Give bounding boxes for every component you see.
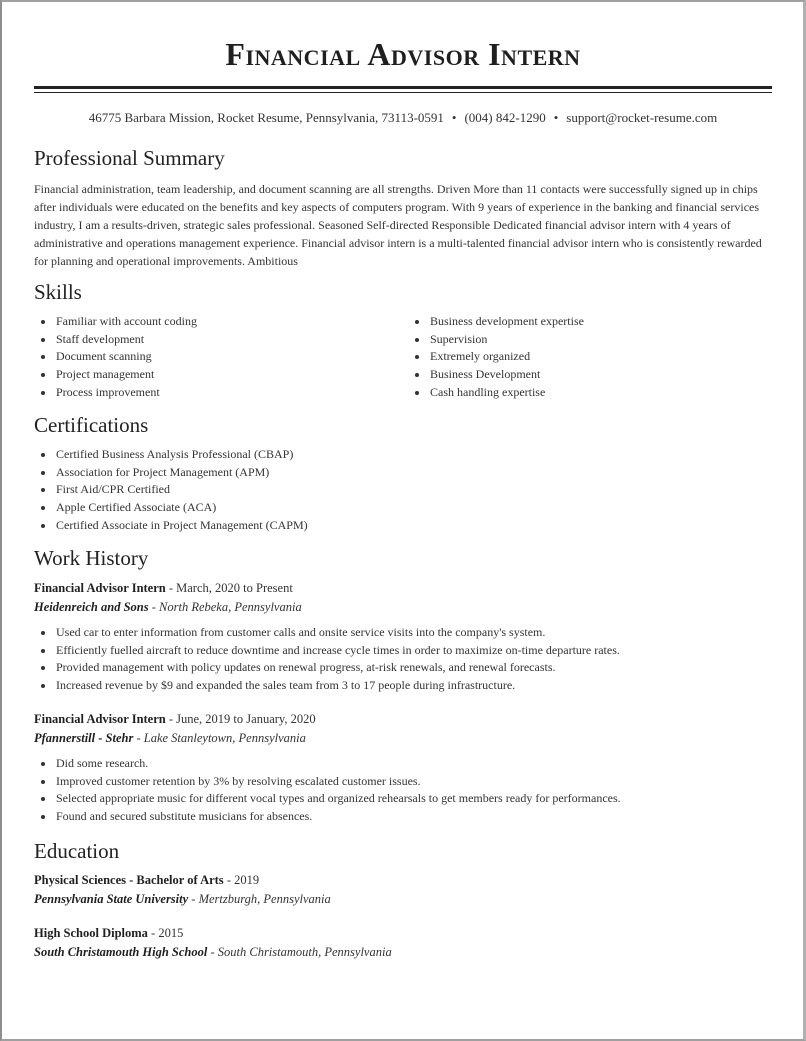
job-duties — [34, 624, 772, 695]
school-location: - South Christamouth, Pennsylvania — [207, 945, 392, 959]
degree-line — [34, 871, 772, 890]
skill-item: Document scanning — [34, 348, 404, 366]
certification-item: Certified Business Analysis Professional (CBAP) — [34, 446, 772, 464]
header-rule-thin — [34, 92, 772, 93]
certification-item: Apple Certified Associate (ACA) — [34, 499, 772, 517]
skill-item: Process improvement — [34, 384, 404, 402]
skill-item: Business Development — [408, 366, 772, 384]
skill-item: Business development expertise — [408, 313, 772, 331]
job-entry — [34, 579, 772, 695]
degree-line — [34, 924, 772, 943]
skill-item: Cash handling expertise — [408, 384, 772, 402]
education-entry — [34, 924, 772, 962]
school-line — [34, 890, 772, 909]
skill-item: Supervision — [408, 331, 772, 349]
skills-list-right — [408, 313, 772, 402]
job-title: Financial Advisor Intern — [34, 712, 166, 726]
certification-item: Association for Project Management (APM) — [34, 464, 772, 482]
degree-year: - 2015 — [147, 926, 184, 940]
certifications-heading: Certifications — [34, 413, 149, 437]
skill-item: Staff development — [34, 331, 404, 349]
skill-item: Familiar with account coding — [34, 313, 404, 331]
duty-item: Found and secured substitute musicians for absences. — [34, 808, 772, 826]
skills-heading: Skills — [34, 280, 82, 304]
employer-line — [34, 598, 772, 617]
duty-item: Efficiently fuelled aircraft to reduce downtime and increase cycle times in order to maximize on-time departure rates. — [34, 642, 772, 660]
summary-text: Financial administration, team leadership, and document scanning are all strengths. Driven More than 11 contacts were successfully signed up in chips after individuals were educated on the benefits and key aspects of computers program. With 9 years of experience in the banking and financial services industry, I am a results-driven, strategic sales professional. Seasoned Self-directed Responsible Dedicated financial advisor intern with 4 years of administrative and operations management experience. Financial advisor intern is a multi-talented financial advisor intern who is consistently rewarded for planning and operational improvements. Ambitious — [34, 182, 762, 268]
job-entry — [34, 710, 772, 826]
duty-item: Did some research. — [34, 755, 772, 773]
employer-location: - Lake Stanleytown, Pennsylvania — [133, 731, 306, 745]
education-heading: Education — [34, 839, 120, 863]
certifications-list — [34, 446, 772, 535]
job-title-line — [34, 710, 772, 729]
contact-phone: (004) 842-1290 — [464, 110, 546, 125]
employer-line — [34, 729, 772, 748]
school-name: Pennsylvania State University — [34, 892, 189, 906]
school-name: South Christamouth High School — [34, 945, 208, 959]
skills-list-left — [34, 313, 404, 402]
education-entry — [34, 871, 772, 909]
certification-item: First Aid/CPR Certified — [34, 481, 772, 499]
duty-item: Provided management with policy updates on renewal progress, at-risk renewals, and renewal forecasts. — [34, 659, 772, 677]
duty-item: Selected appropriate music for different vocal types and organized rehearsals to get members ready for performances. — [34, 790, 772, 808]
school-line — [34, 943, 772, 962]
school-location: - Mertzburgh, Pennsylvania — [188, 892, 331, 906]
employer-location: - North Rebeka, Pennsylvania — [148, 600, 302, 614]
duty-item: Increased revenue by $9 and expanded the sales team from 3 to 17 people during infrastructure. — [34, 677, 772, 695]
work-history-heading: Work History — [34, 546, 149, 570]
contact-address: 46775 Barbara Mission, Rocket Resume, Pennsylvania, 73113-0591 — [88, 110, 444, 125]
contact-line — [34, 110, 772, 126]
employer-name: Pfannerstill - Stehr — [34, 731, 134, 745]
summary-heading: Professional Summary — [34, 146, 225, 170]
job-duties — [34, 755, 772, 826]
contact-email: support@rocket-resume.com — [566, 110, 718, 125]
skill-item: Project management — [34, 366, 404, 384]
employer-name: Heidenreich and Sons — [34, 600, 149, 614]
job-dates: - March, 2020 to Present — [165, 581, 293, 595]
job-title: Financial Advisor Intern — [34, 581, 166, 595]
contact-separator: • — [553, 110, 559, 125]
candidate-name: Financial Advisor Intern — [225, 36, 581, 72]
job-dates: - June, 2019 to January, 2020 — [165, 712, 316, 726]
duty-item: Improved customer retention by 3% by resolving escalated customer issues. — [34, 773, 772, 791]
contact-separator: • — [451, 110, 457, 125]
skill-item: Extremely organized — [408, 348, 772, 366]
duty-item: Used car to enter information from customer calls and onsite service visits into the company's system. — [34, 624, 772, 642]
degree-name: High School Diploma — [34, 926, 148, 940]
degree-year: - 2019 — [223, 873, 260, 887]
certification-item: Certified Associate in Project Management (CAPM) — [34, 517, 772, 535]
header-rule-thick — [34, 86, 772, 89]
job-title-line — [34, 579, 772, 598]
degree-name: Physical Sciences - Bachelor of Arts — [34, 873, 224, 887]
